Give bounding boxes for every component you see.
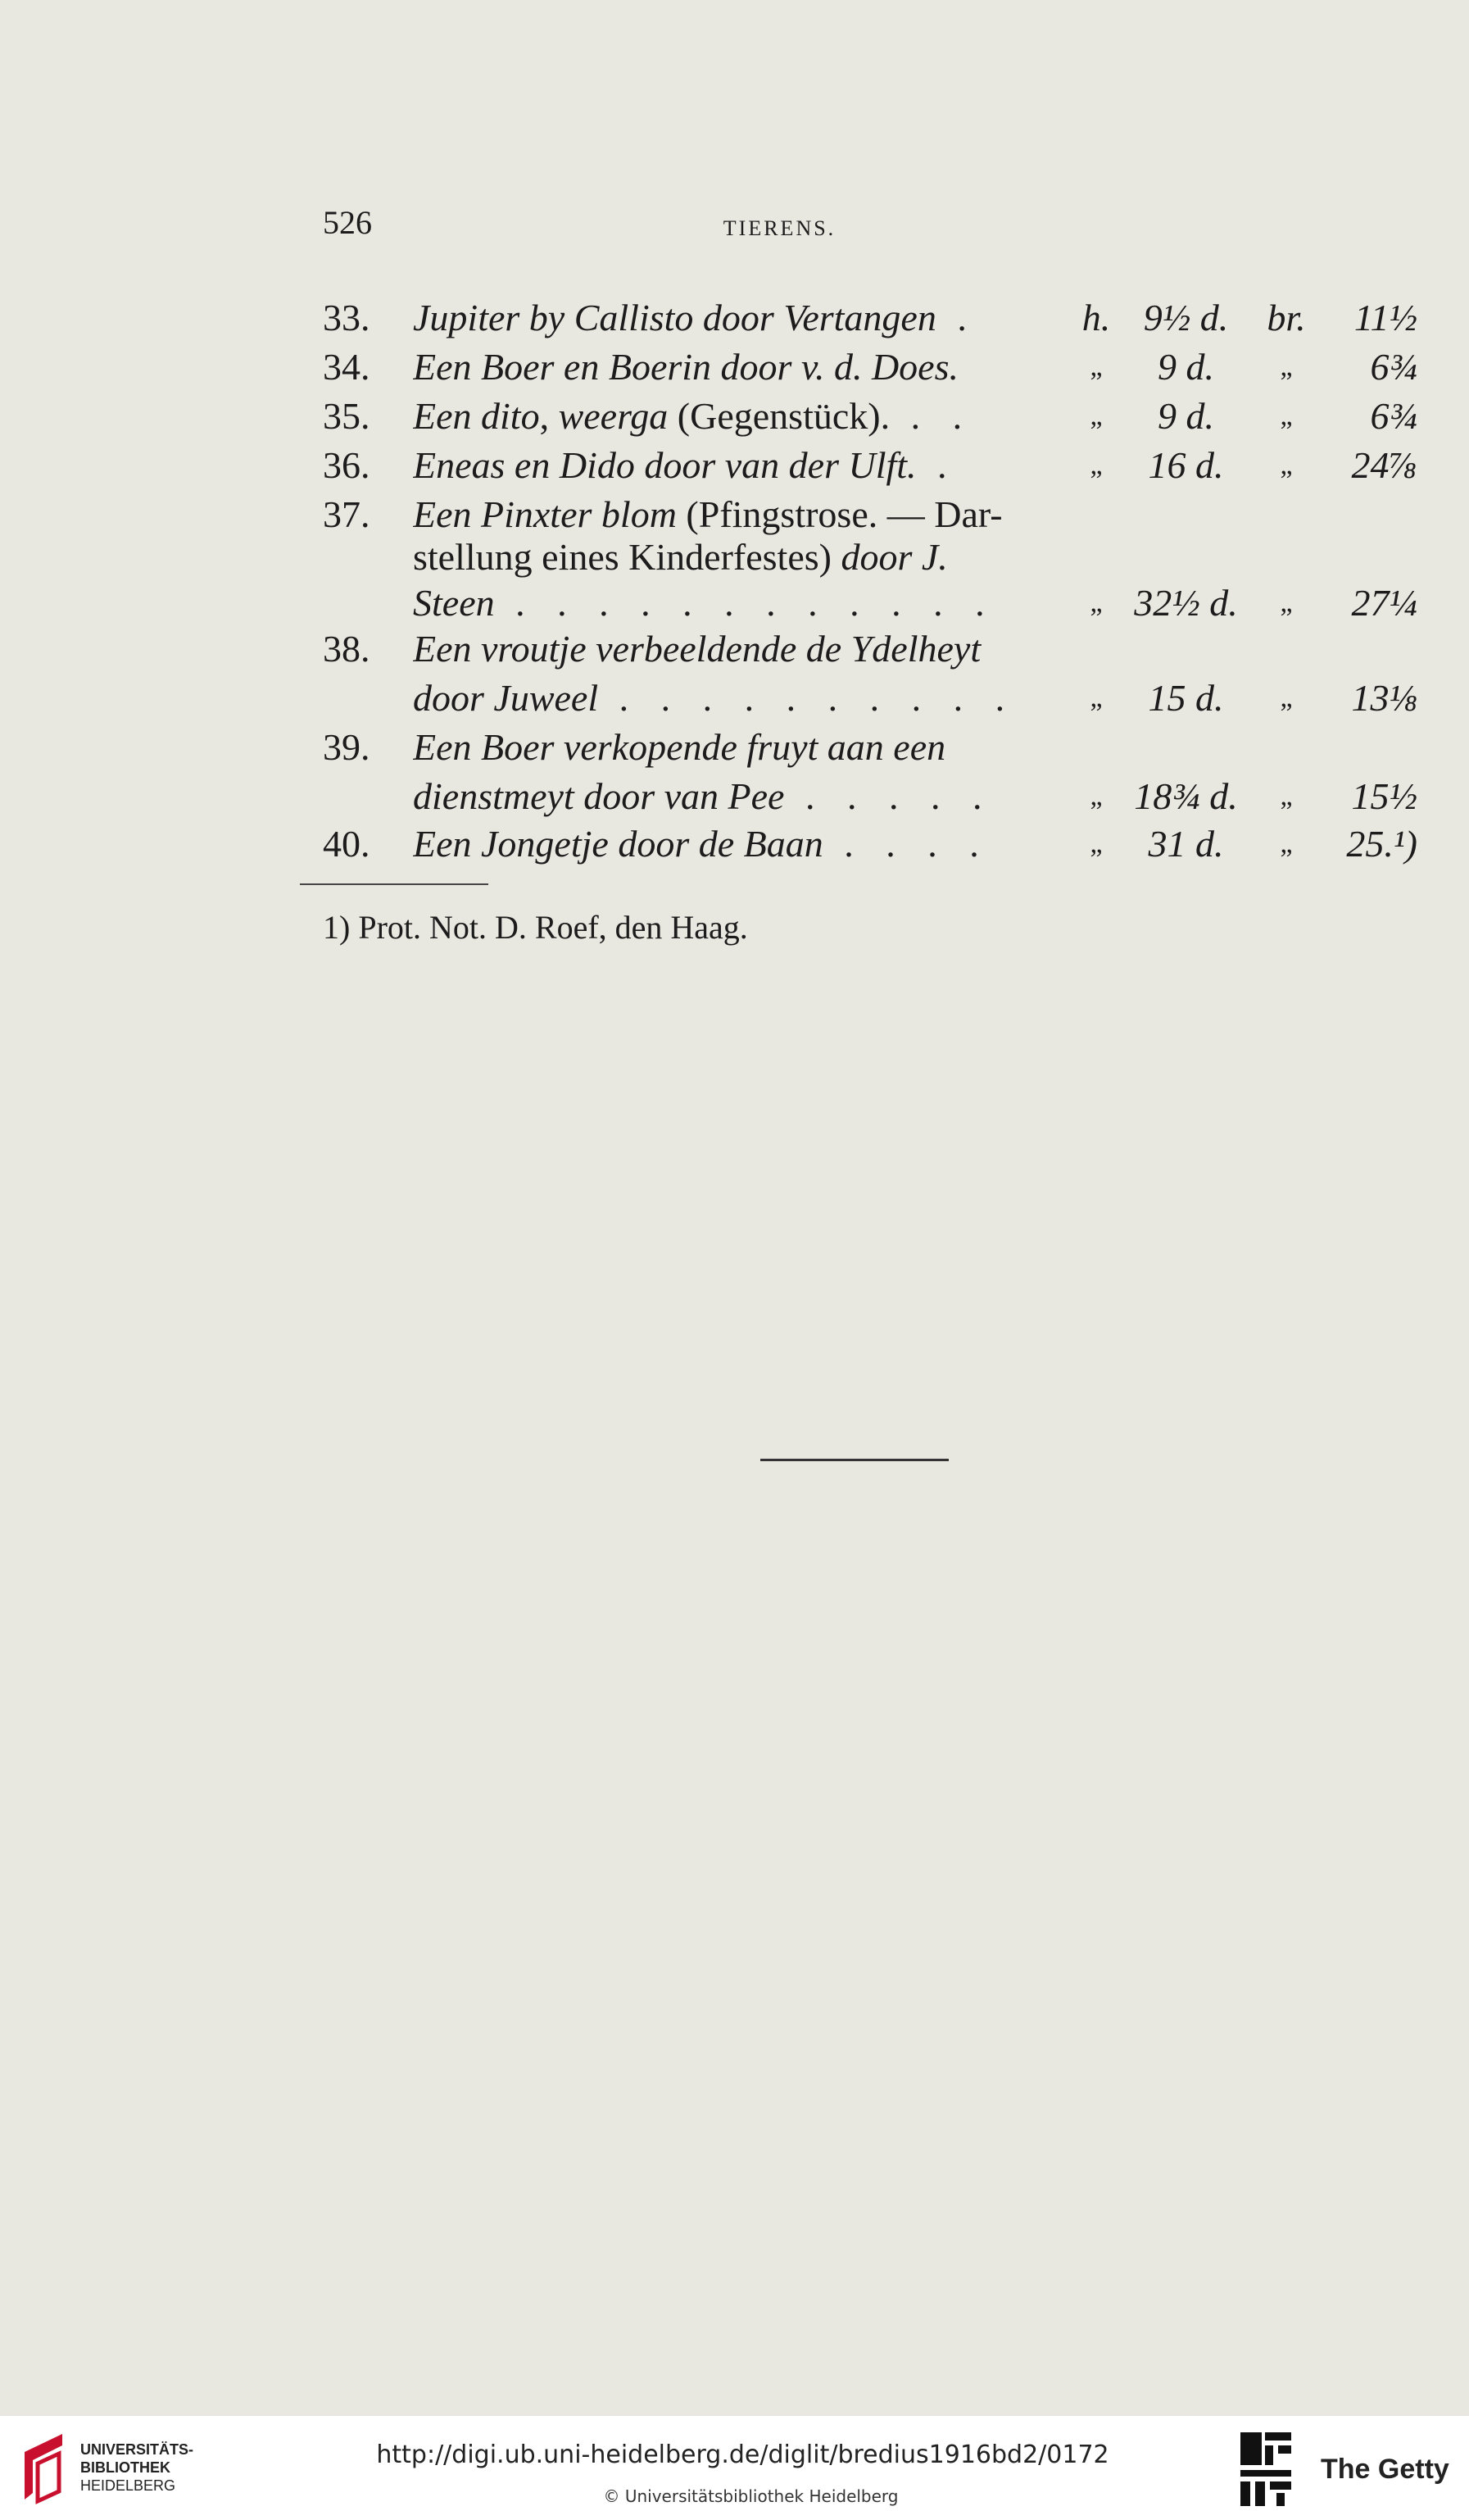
getty-logo xyxy=(1237,2429,1294,2511)
height-prefix: „ xyxy=(1090,401,1103,431)
entry-number: 33. xyxy=(323,297,370,338)
width-value: 27¼ xyxy=(1351,582,1417,624)
library-name: UNIVERSITÄTS- BIBLIOTHEK HEIDELBERG xyxy=(80,2441,194,2494)
partner-name: The Getty xyxy=(1321,2454,1449,2485)
entry-number: 34. xyxy=(323,346,370,388)
height-prefix: „ xyxy=(1090,683,1103,713)
page-number: 526 xyxy=(323,204,372,241)
height-prefix: „ xyxy=(1090,829,1103,859)
entry-number: 36. xyxy=(323,444,370,486)
entry-title: door Juweel . . . . . . . . . . xyxy=(413,677,1017,719)
width-prefix: „ xyxy=(1280,588,1293,618)
footnote-rule xyxy=(300,883,488,885)
entry-title: Een dito, weerga (Gegenstück). . . xyxy=(413,395,974,437)
width-prefix: „ xyxy=(1280,829,1293,859)
entry-title: Eneas en Dido door van der Ulft. . xyxy=(413,444,959,486)
copyright-notice: © Universitätsbibliothek Heidelberg xyxy=(603,2486,899,2506)
width-prefix: „ xyxy=(1280,450,1293,480)
end-rule xyxy=(760,1459,949,1461)
width-value: 25.¹) xyxy=(1346,823,1417,865)
height-prefix: „ xyxy=(1090,352,1103,382)
footnote: 1) Prot. Not. D. Roef, den Haag. xyxy=(323,909,748,946)
height-value: 9½ d. xyxy=(1143,297,1229,338)
entry-title: Een Pinxter blom (Pfingstrose. — Dar- xyxy=(413,493,1003,535)
entry-title: Een Boer verkopende fruyt aan een xyxy=(413,726,946,768)
entry-title: Een Boer en Boerin door v. d. Does. xyxy=(413,346,959,388)
height-prefix: „ xyxy=(1090,450,1103,480)
width-value: 15½ xyxy=(1351,775,1417,817)
entry-number: 37. xyxy=(323,493,370,535)
height-prefix: „ xyxy=(1090,588,1103,618)
height-value: 16 d. xyxy=(1148,444,1224,486)
width-value: 6¾ xyxy=(1370,395,1417,437)
width-value: 6¾ xyxy=(1370,346,1417,388)
height-prefix: h. xyxy=(1081,297,1111,338)
entry-number: 35. xyxy=(323,395,370,437)
width-prefix: br. xyxy=(1267,297,1306,338)
height-prefix: „ xyxy=(1090,781,1103,811)
entry-title: Een vroutje verbeeldende de Ydelheyt xyxy=(413,628,982,670)
entry-title: Een Jongetje door de Baan . . . . xyxy=(413,823,991,865)
entry-title: stellung eines Kinderfestes) door J. xyxy=(413,536,948,578)
height-value: 9 d. xyxy=(1158,395,1214,437)
height-value: 18¾ d. xyxy=(1134,775,1238,817)
width-prefix: „ xyxy=(1280,352,1293,382)
entry-title: dienstmeyt door van Pee . . . . . xyxy=(413,775,994,817)
permalink-url[interactable]: http://digi.ub.uni-heidelberg.de/diglit/bredius1916bd2/0172 xyxy=(376,2441,1109,2469)
entry-number: 38. xyxy=(323,628,370,670)
width-value: 24⅞ xyxy=(1351,444,1417,486)
width-prefix: „ xyxy=(1280,401,1293,431)
height-value: 32½ d. xyxy=(1134,582,1238,624)
height-value: 15 d. xyxy=(1148,677,1224,719)
entry-number: 40. xyxy=(323,823,370,865)
viewer-footer xyxy=(0,2416,1469,2520)
width-value: 11½ xyxy=(1353,297,1417,338)
width-prefix: „ xyxy=(1280,781,1293,811)
width-value: 13⅛ xyxy=(1351,677,1417,719)
running-head: TIERENS. xyxy=(723,216,837,240)
width-prefix: „ xyxy=(1280,683,1293,713)
entry-number: 39. xyxy=(323,726,370,768)
entry-title: Jupiter by Callisto door Vertangen . xyxy=(413,297,978,338)
height-value: 31 d. xyxy=(1148,823,1224,865)
height-value: 9 d. xyxy=(1158,346,1214,388)
entry-title: Steen . . . . . . . . . . . . xyxy=(413,582,996,624)
